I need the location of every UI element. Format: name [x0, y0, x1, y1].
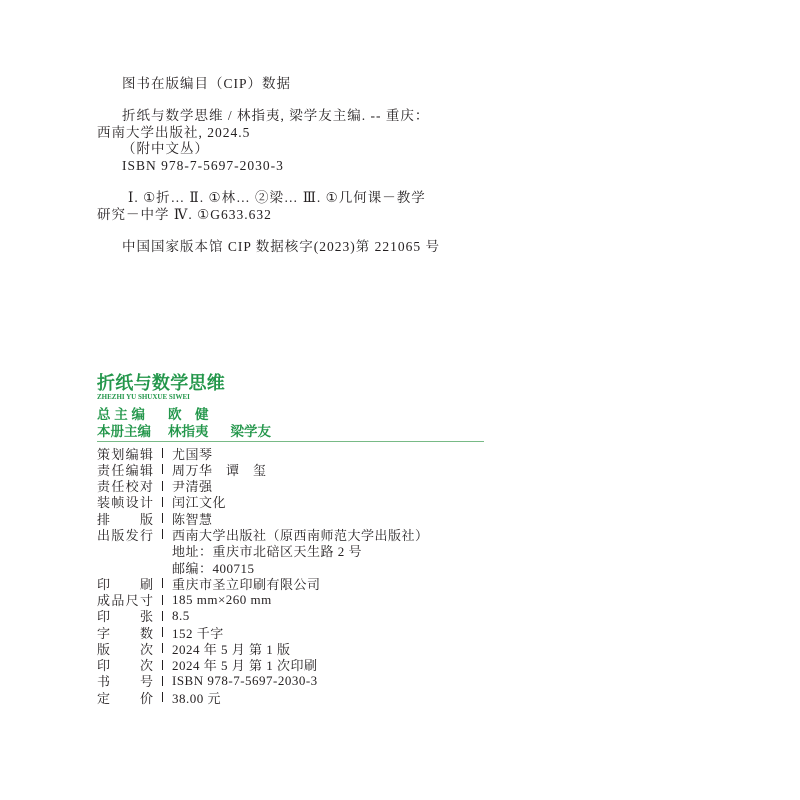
chief-editor-row — [97, 405, 209, 421]
imprint-row — [97, 526, 429, 542]
imprint-row — [97, 591, 429, 607]
imprint-row — [97, 445, 429, 461]
imprint-value: 重庆市圣立印刷有限公司 — [172, 576, 321, 592]
imprint-label: 印 刷 — [97, 576, 153, 592]
imprint-label: 责 任 校 对 — [97, 479, 153, 495]
imprint-label: 策 划 编 辑 — [97, 446, 153, 462]
cip-classification — [97, 189, 426, 223]
separator-rule — [162, 529, 163, 539]
imprint-value: 2024 年 5 月 第 1 次印刷 — [172, 658, 318, 674]
separator-rule — [162, 481, 163, 491]
imprint-value: 西南大学出版社（原西南师范大学出版社） — [172, 527, 429, 543]
separator-rule — [162, 595, 163, 605]
separator-rule — [162, 676, 163, 686]
separator-rule — [162, 660, 163, 670]
imprint-row-continuation — [97, 543, 429, 559]
imprint-label: 成 品 尺 寸 — [97, 593, 153, 609]
imprint-label: 排 版 — [97, 511, 153, 527]
volume-editor-label: 本册主编 — [97, 424, 151, 439]
chief-editor-name: 欧 健 — [168, 407, 209, 422]
imprint-label: 字 数 — [97, 625, 153, 641]
cip-record-line: 西南大学出版社, 2024.5 — [97, 124, 251, 140]
imprint-label: 定 价 — [97, 690, 153, 706]
volume-editor-name: 林指夷 — [168, 424, 209, 439]
imprint-row — [97, 510, 429, 526]
imprint-value: 152 千字 — [172, 625, 224, 641]
imprint-label: 责 任 编 辑 — [97, 462, 153, 478]
imprint-value: 38.00 元 — [172, 690, 222, 706]
imprint-row — [97, 461, 429, 477]
separator-rule — [162, 627, 163, 637]
imprint-label: 印 次 — [97, 658, 153, 674]
imprint-row — [97, 673, 429, 689]
cip-record — [97, 108, 429, 174]
imprint-row-continuation — [97, 559, 429, 575]
chief-editor-label: 总 主 编 — [97, 407, 146, 422]
imprint-value: 2024 年 5 月 第 1 版 — [172, 641, 291, 657]
imprint-value: 尤国琴 — [172, 446, 213, 462]
imprint-value: 185 mm×260 mm — [172, 591, 272, 607]
imprint-value: 邮编：400715 — [172, 560, 255, 576]
separator-rule — [162, 513, 163, 523]
separator-rule — [162, 578, 163, 588]
imprint-row — [97, 640, 429, 656]
imprint-table — [97, 445, 429, 705]
imprint-row — [97, 624, 429, 640]
imprint-row — [97, 494, 429, 510]
separator-rule — [162, 448, 163, 458]
imprint-label: 版 次 — [97, 641, 153, 657]
imprint-label: 印 张 — [97, 609, 153, 625]
cip-record-line: （附中文丛） — [122, 141, 209, 156]
imprint-label: 装 帧 设 计 — [97, 495, 153, 511]
imprint-value: 地址：重庆市北碚区天生路 2 号 — [172, 544, 363, 560]
imprint-row — [97, 575, 429, 591]
separator-rule — [162, 464, 163, 474]
imprint-row — [97, 656, 429, 672]
separator-rule — [162, 643, 163, 653]
imprint-value: 8.5 — [172, 607, 190, 623]
separator-rule — [162, 692, 163, 702]
cip-record-line: ISBN 978-7-5697-2030-3 — [122, 157, 284, 173]
cip-classification-line: 研究－中学 Ⅳ. ①G633.632 — [97, 207, 272, 222]
book-title: 折纸与数学思维 — [97, 373, 226, 393]
volume-editor-name: 梁学友 — [230, 424, 271, 439]
imprint-value: 周万华 谭 玺 — [172, 462, 267, 478]
cip-classification-line: Ⅰ. ①折… Ⅱ. ①林… ②梁… Ⅲ. ①几何课－教学 — [128, 190, 426, 205]
imprint-label: 出 版 发 行 — [97, 527, 153, 543]
imprint-value: ISBN 978-7-5697-2030-3 — [172, 672, 318, 688]
imprint-value: 闰江文化 — [172, 495, 227, 511]
imprint-row — [97, 478, 429, 494]
imprint-value: 陈智慧 — [172, 511, 213, 527]
cip-heading: 图书在版编目（CIP）数据 — [122, 76, 292, 91]
cip-record-line: 折纸与数学思维 / 林指夷, 梁学友主编. -- 重庆： — [122, 108, 430, 123]
imprint-label: 书 号 — [97, 674, 153, 690]
imprint-value: 尹清强 — [172, 479, 213, 495]
imprint-row — [97, 689, 429, 705]
cip-registration-number: 中国国家版本馆 CIP 数据核字(2023)第 221065 号 — [122, 239, 440, 254]
separator-rule — [162, 497, 163, 507]
imprint-row — [97, 608, 429, 624]
divider-rule — [97, 441, 484, 442]
separator-rule — [162, 611, 163, 621]
book-title-pinyin: ZHEZHI YU SHUXUE SIWEI — [97, 393, 190, 401]
volume-editor-row — [97, 422, 271, 438]
